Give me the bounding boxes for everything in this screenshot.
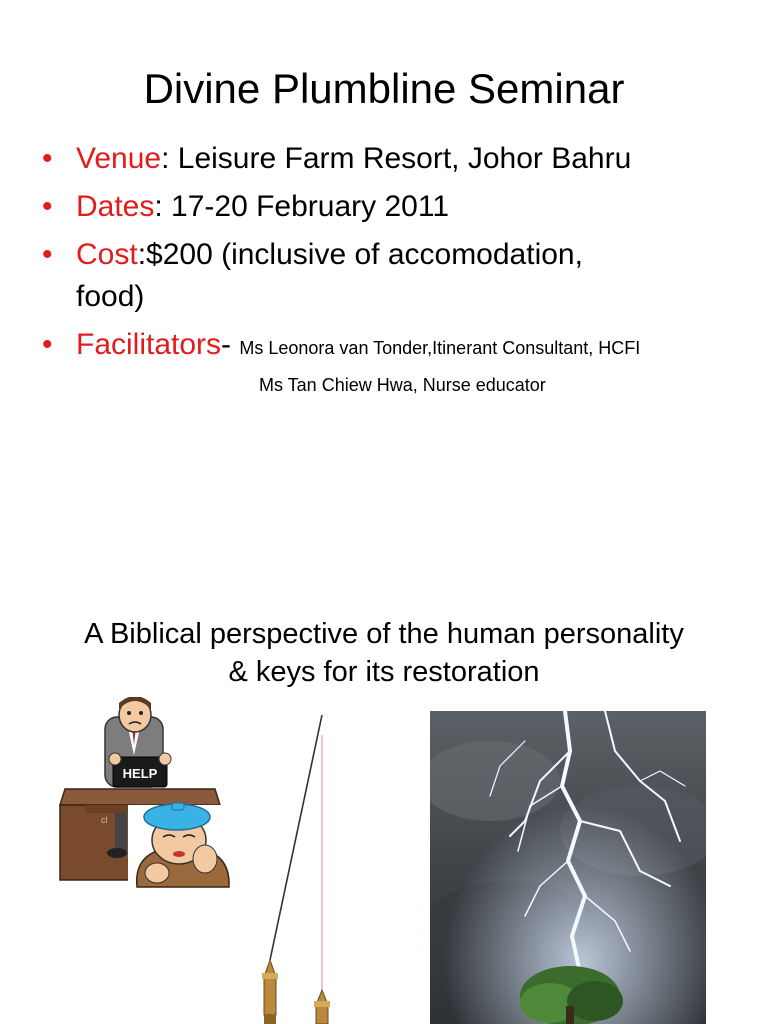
bullet-dot: • [42, 190, 53, 223]
help-sign-text: HELP [122, 766, 158, 781]
facilitators-dash: - [221, 328, 240, 361]
bullet-dates [42, 186, 742, 228]
cost-label: Cost [76, 238, 138, 271]
facilitators-label: Facilitators [76, 328, 222, 361]
dates-label: Dates [76, 190, 155, 223]
stressed-people-clipart [55, 697, 235, 902]
facilitator-1: Ms Leonora van Tonder,Itinerant Consultant, HCFI [239, 338, 641, 358]
facilitator-2: Ms Tan Chiew Hwa, Nurse educator [259, 375, 546, 395]
bullet-venue [42, 138, 742, 180]
bullet-cost [42, 234, 742, 318]
plumb-line-image [240, 715, 350, 1024]
slide-title: Divine Plumbline Seminar [143, 65, 625, 112]
clipart-watermark: cl [101, 815, 108, 825]
bullet-dot: • [42, 142, 53, 175]
bullet-facilitators [42, 324, 742, 369]
slide-subtitle [0, 615, 768, 691]
bullet-list [42, 138, 742, 375]
bullet-dot: • [42, 328, 53, 361]
subtitle-line-2: & keys for its restoration [228, 656, 540, 688]
subtitle-line-1: A Biblical perspective of the human personality [84, 618, 684, 650]
dates-value: : 17-20 February 2011 [154, 190, 449, 223]
venue-value: : Leisure Farm Resort, Johor Bahru [161, 142, 632, 175]
lightning-tree-image [430, 711, 706, 1024]
cost-value-continued: food) [76, 280, 145, 313]
venue-label: Venue [76, 142, 162, 175]
cost-value: :$200 (inclusive of accomodation, [137, 238, 583, 271]
bullet-dot: • [42, 238, 53, 271]
